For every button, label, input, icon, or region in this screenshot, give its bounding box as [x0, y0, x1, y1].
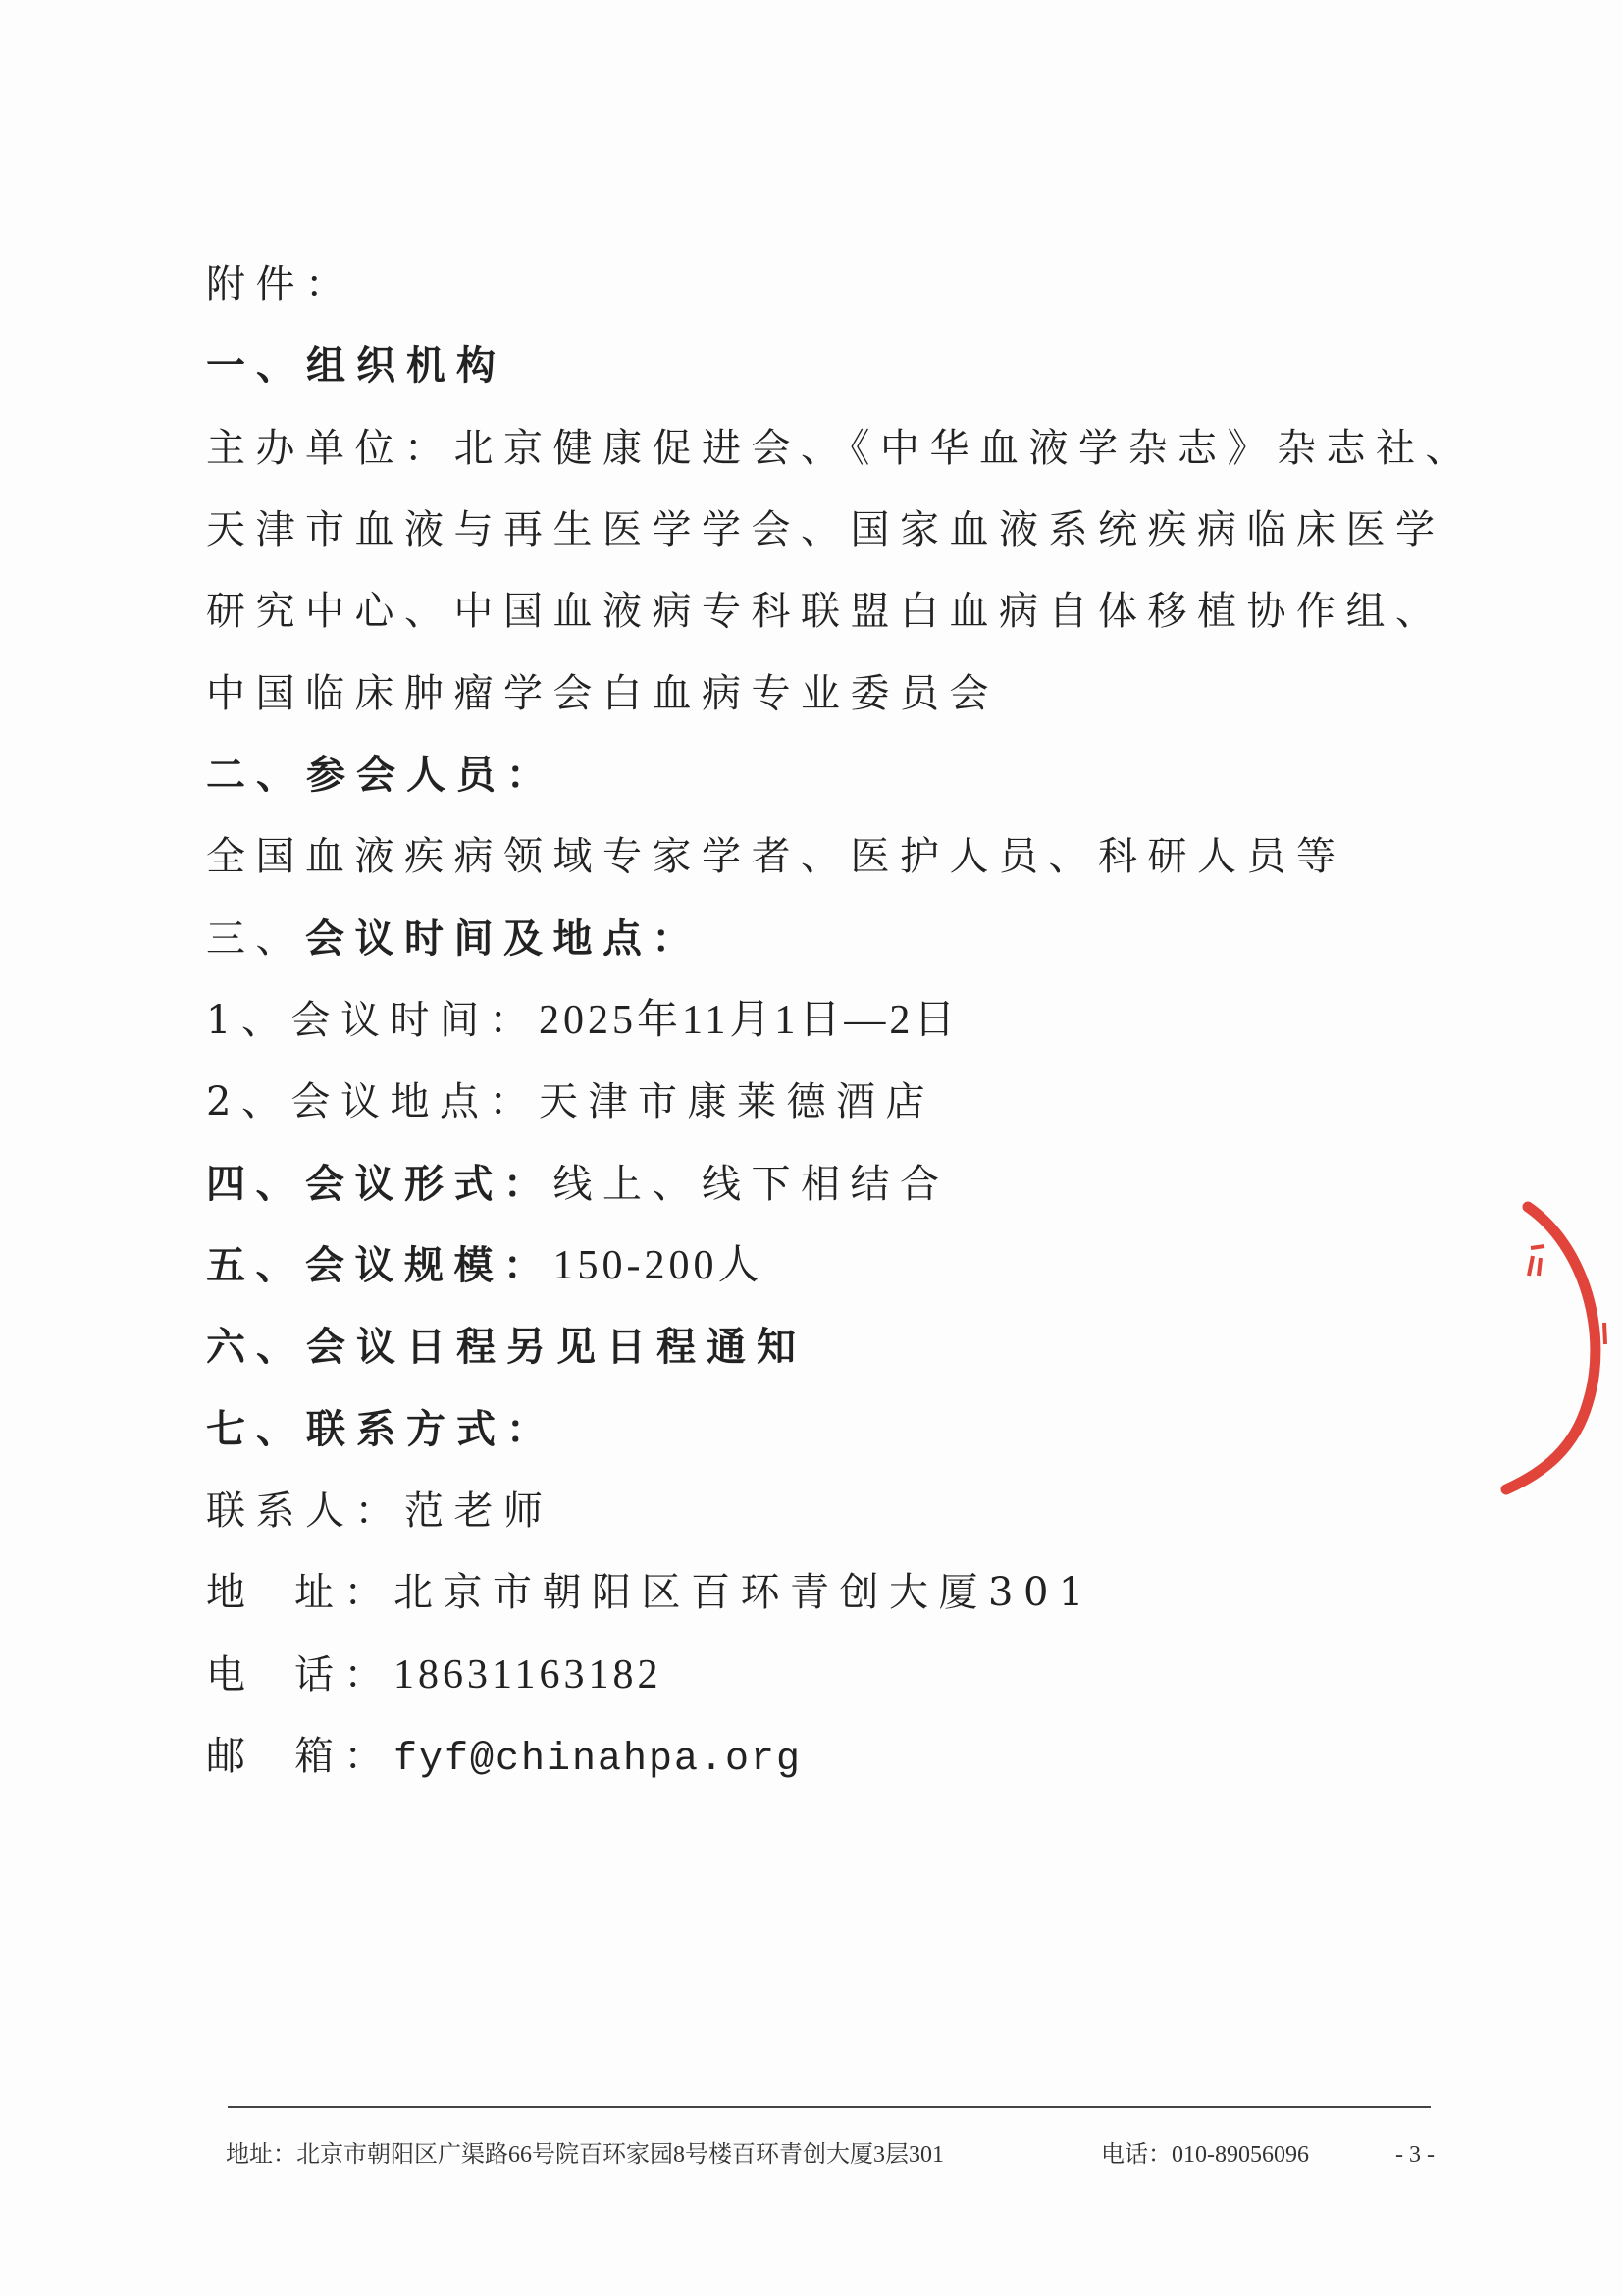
meeting-scale-heading: 五、会议规模：: [206, 1243, 553, 1288]
footer-divider: [228, 2106, 1431, 2108]
meeting-place-label: 2、会议地点：: [206, 1079, 539, 1124]
meeting-format-value: 线上、线下相结合: [552, 1162, 950, 1207]
meeting-place-value: 天津市康莱德酒店: [538, 1079, 935, 1124]
meeting-format-heading: 四、会议形式：: [206, 1162, 553, 1207]
meeting-place-row: [206, 1072, 935, 1131]
section-heading-schedule: 六、会议日程另见日程通知: [206, 1325, 807, 1370]
contact-address-row: [206, 1563, 1094, 1622]
organizers-line-3: 研究中心、中国血液病专科联盟白血病自体移植协作组、: [206, 589, 1445, 634]
organizers-line-2: 天津市血液与再生医学学会、国家血液系统疾病临床医学: [206, 507, 1445, 552]
section-heading-time-place: [206, 910, 702, 968]
footer-phone: 电话：010-89056096: [1101, 2142, 1309, 2167]
meeting-time-value: 2025年11月1日—2日: [538, 998, 960, 1043]
contact-address-value: 北京市朝阳区百环青创大厦301: [393, 1570, 1094, 1615]
contact-phone-label-a: 电: [206, 1652, 256, 1697]
heading-prefix-three: 三、: [206, 916, 305, 962]
contact-address-label-a: 地: [206, 1570, 256, 1615]
contact-email-label-b: 箱：: [294, 1734, 393, 1779]
organizers-text-1: 北京健康促进会、《中华血液学杂志》杂志社、: [453, 426, 1475, 471]
contact-email-label-a: 邮: [206, 1734, 256, 1779]
contact-person-label: 联系人：: [206, 1488, 404, 1534]
participants-text: 全国血液疾病领域专家学者、医护人员、科研人员等: [206, 834, 1346, 879]
meeting-time-label: 1、会议时间：: [206, 998, 539, 1043]
heading-time-place-text: 会议时间及地点：: [305, 916, 702, 962]
contact-address-label-b: 址：: [294, 1570, 393, 1615]
meeting-format-row: [206, 1155, 950, 1214]
section-heading-contact: 七、联系方式：: [206, 1407, 556, 1452]
meeting-scale-value: 150-200人: [552, 1243, 763, 1288]
section-heading-organization: 一、组织机构: [206, 343, 506, 389]
section-heading-participants: 二、参会人员：: [206, 753, 556, 798]
contact-phone-label-b: 话：: [294, 1652, 393, 1697]
organizers-label: 主办单位：: [206, 426, 454, 471]
official-seal-icon: [1472, 1177, 1623, 1521]
contact-email-value[interactable]: fyf@chinahpa.org: [393, 1738, 803, 1782]
organizers-line-1: [206, 419, 1475, 478]
contact-person-value: 范老师: [404, 1488, 553, 1534]
attachment-label: 附件：: [206, 262, 355, 307]
contact-email-row: [206, 1727, 802, 1786]
meeting-time-row: [206, 991, 959, 1050]
contact-phone-value: 18631163182: [393, 1652, 662, 1697]
organizers-line-4: 中国临床肿瘤学会白血病专业委员会: [206, 671, 999, 716]
contact-person-row: [206, 1482, 553, 1540]
contact-phone-row: [206, 1645, 661, 1704]
footer-address: 地址：北京市朝阳区广渠路66号院百环家园8号楼百环青创大厦3层301: [226, 2142, 944, 2167]
footer-page-number: - 3 -: [1395, 2142, 1435, 2167]
meeting-scale-row: [206, 1236, 763, 1295]
